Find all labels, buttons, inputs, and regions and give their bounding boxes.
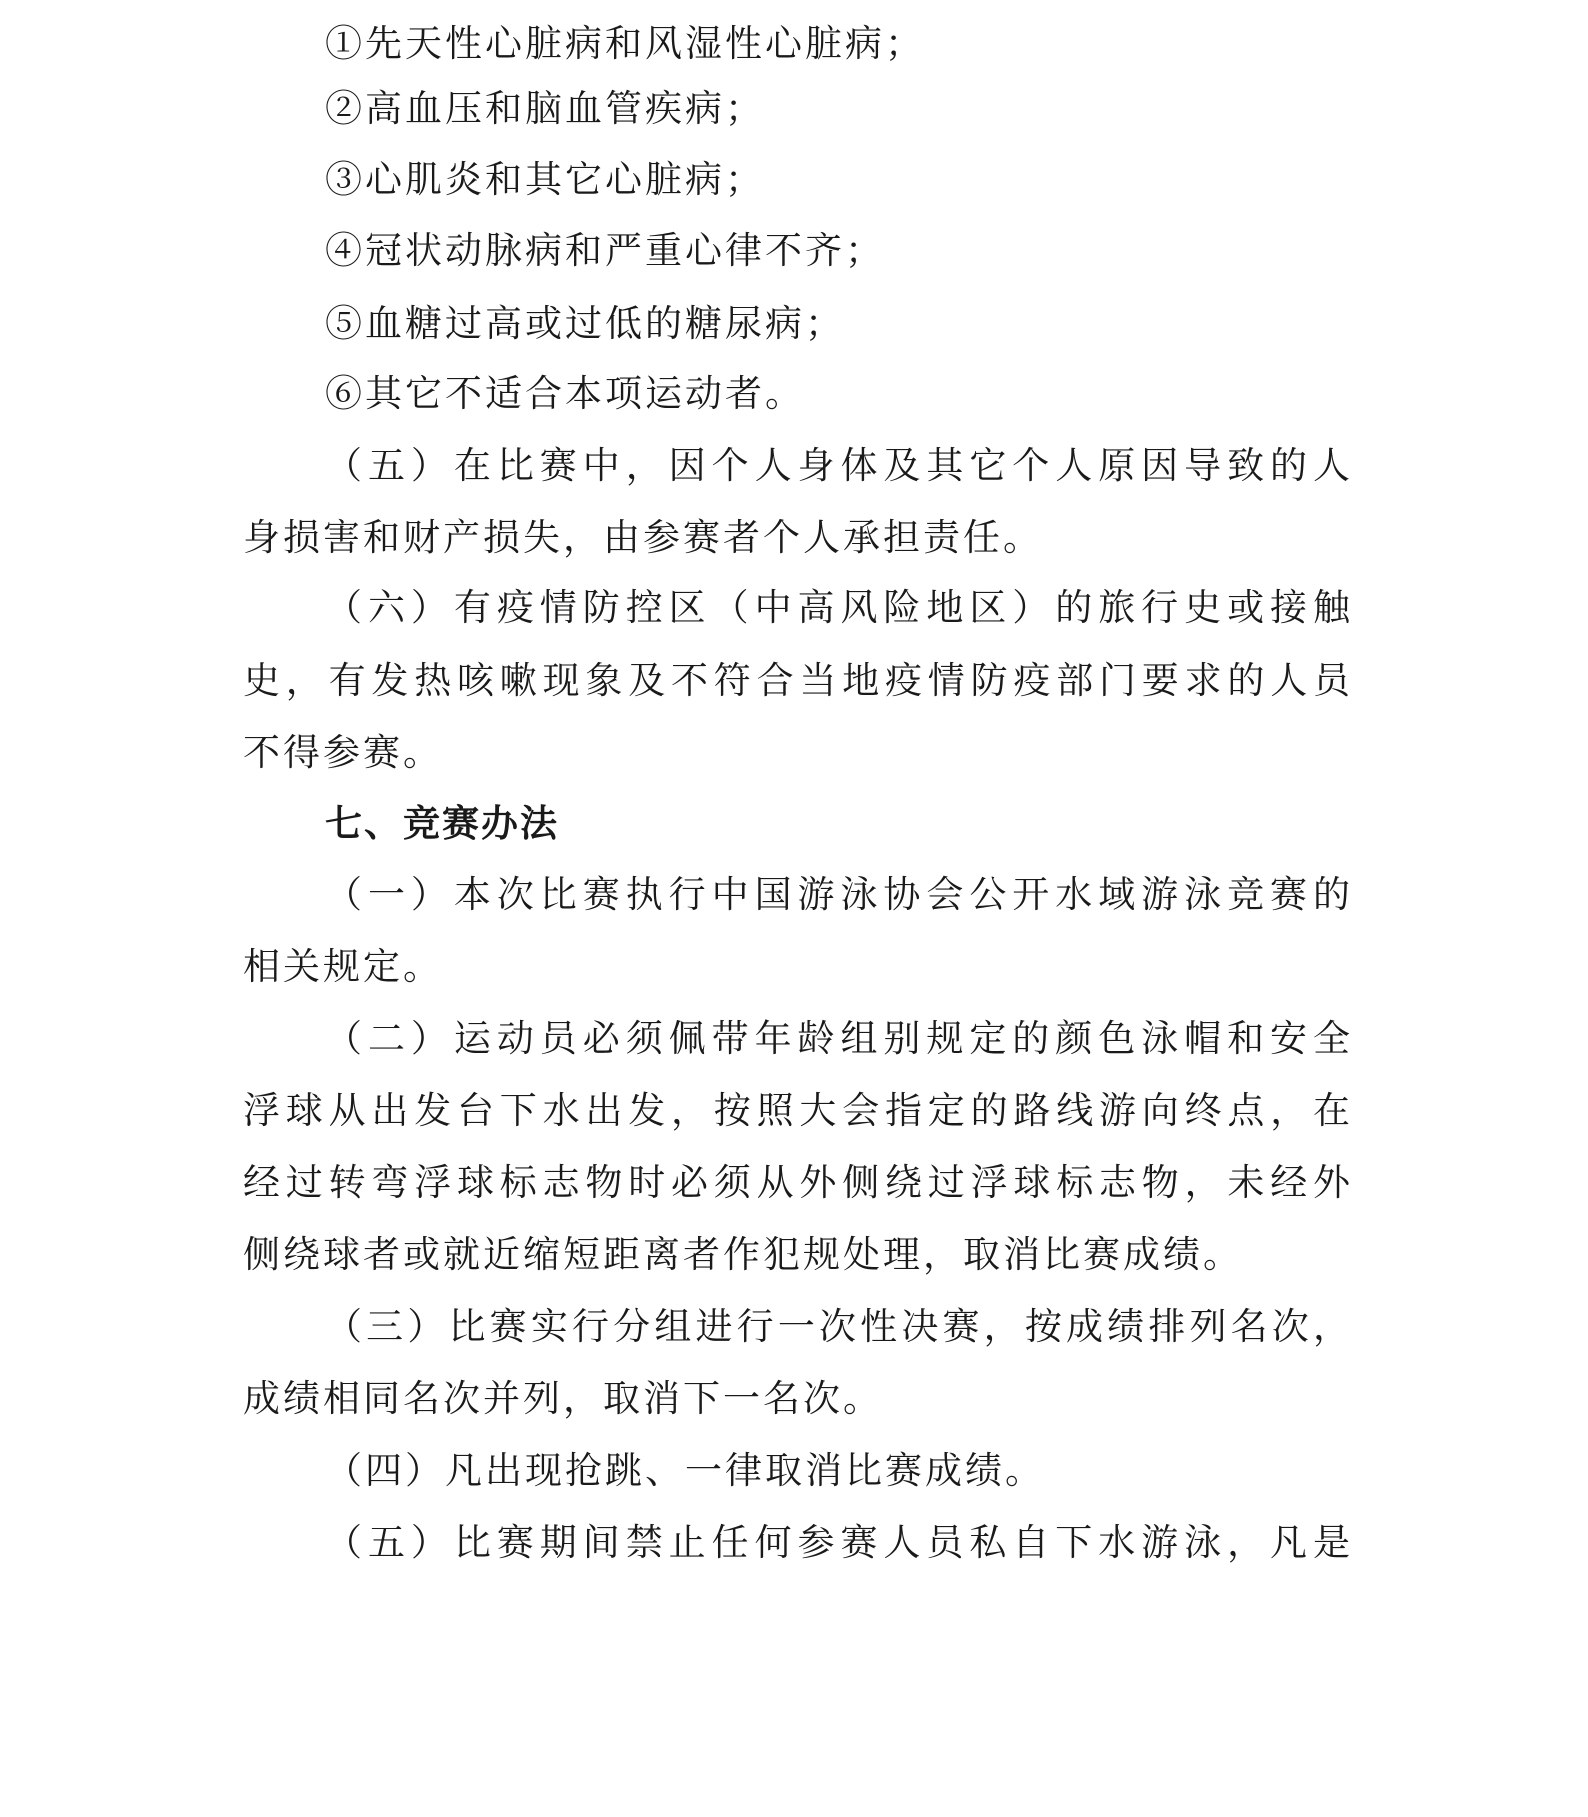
section-heading-competition-method: 七、竞赛办法 <box>325 802 559 845</box>
paragraph-item6-line1: （六）有疫情防控区（中高风险地区）的旅行史或接触 <box>325 586 1353 629</box>
disease-item-6: ⑥其它不适合本项运动者。 <box>325 372 805 415</box>
paragraph-item6-line2: 史，有发热咳嗽现象及不符合当地疫情防疫部门要求的人员 <box>243 659 1353 702</box>
rule3-line2: 成绩相同名次并列，取消下一名次。 <box>243 1377 883 1420</box>
disease-item-4: ④冠状动脉病和严重心律不齐； <box>325 229 885 272</box>
disease-item-2: ②高血压和脑血管疾病； <box>325 87 765 130</box>
rule1-line1: （一）本次比赛执行中国游泳协会公开水域游泳竞赛的 <box>325 873 1353 916</box>
rule2-line2: 浮球从出发台下水出发，按照大会指定的路线游向终点，在 <box>243 1089 1353 1132</box>
paragraph-item5-line1: （五）在比赛中，因个人身体及其它个人原因导致的人 <box>325 444 1353 487</box>
disease-item-5: ⑤血糖过高或过低的糖尿病； <box>325 302 845 345</box>
rule4-line1: （四）凡出现抢跳、一律取消比赛成绩。 <box>325 1449 1045 1492</box>
rule3-line1: （三）比赛实行分组进行一次性决赛，按成绩排列名次， <box>325 1305 1353 1348</box>
rule2-line4: 侧绕球者或就近缩短距离者作犯规处理，取消比赛成绩。 <box>243 1233 1243 1276</box>
rule2-line3: 经过转弯浮球标志物时必须从外侧绕过浮球标志物，未经外 <box>243 1161 1353 1204</box>
rule5-line1: （五）比赛期间禁止任何参赛人员私自下水游泳，凡是 <box>325 1521 1353 1564</box>
paragraph-item5-line2: 身损害和财产损失，由参赛者个人承担责任。 <box>243 516 1043 559</box>
paragraph-item6-line3: 不得参赛。 <box>243 731 443 774</box>
rule2-line1: （二）运动员必须佩带年龄组别规定的颜色泳帽和安全 <box>325 1017 1353 1060</box>
disease-item-1: ①先天性心脏病和风湿性心脏病； <box>325 22 925 65</box>
rule1-line2: 相关规定。 <box>243 945 443 988</box>
disease-item-3: ③心肌炎和其它心脏病； <box>325 158 765 201</box>
